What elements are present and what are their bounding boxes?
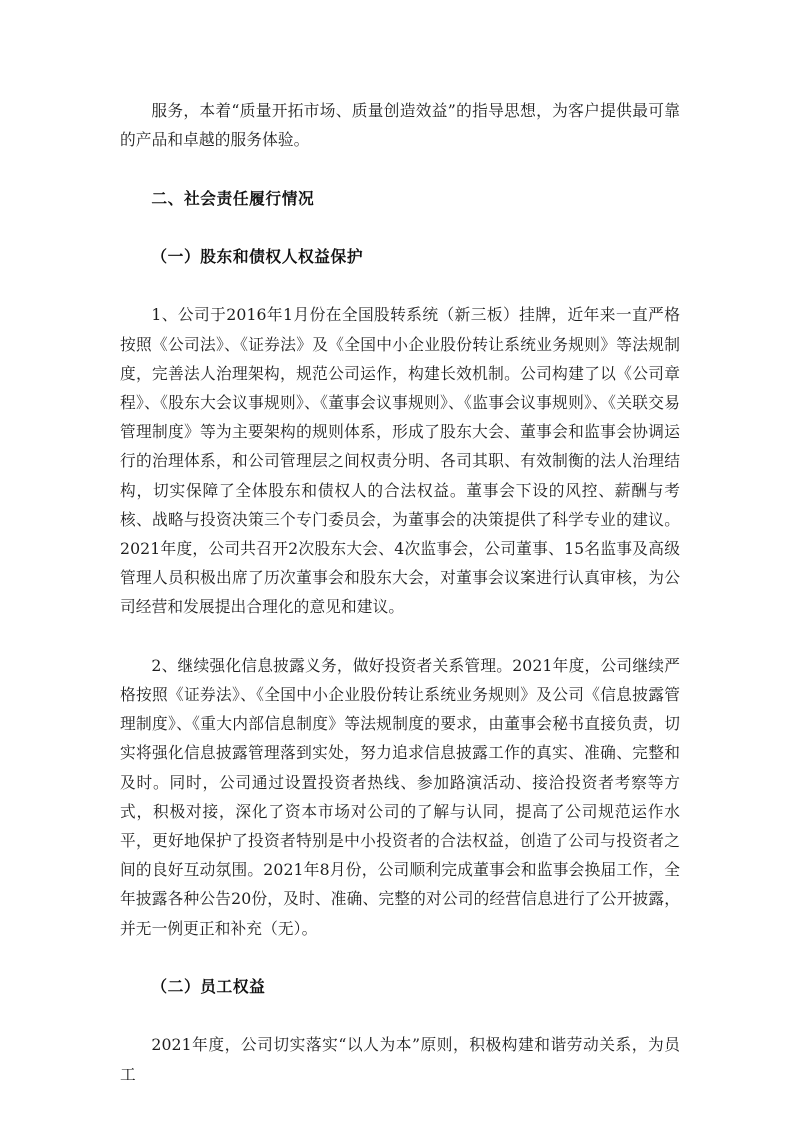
- paragraph-item-three: 2021年度，公司切实落实“以人为本”原则，积极构建和谐劳动关系，为员工: [120, 1035, 680, 1084]
- paragraph-item-two: 2、继续强化信息披露义务，做好投资者关系管理。2021年度，公司继续严格按照《证券法》、《全国中小企业股份转让系统业务规则》及公司《信息披露管理制度》、《重大内部信息制度》等法规制度的要求，由董事会秘书直接负责，切实将强化信息披露管理落到实处，努力追求信息披露工作的真实、准确、完整和及时。同时，公司通过设置投资者热线、参加路演活动、接洽投资者考察等方式，积极对接，深化了资本市场对公司的了解与认同，提高了公司规范运作水平，更好地保护了投资者特别是中小投资者的合法权益，创造了公司与投资者之间的良好互动氛围。2021年8月份，公司顺利完成董事会和监事会换届工作，全年披露各种公告20份，及时、准确、完整的对公司的经营信息进行了公开披露，并无一例更正和补充（无）。: [120, 655, 680, 938]
- section-heading-two: 二、社会责任履行情况: [151, 188, 315, 208]
- spacer: [120, 271, 680, 300]
- spacer: [120, 622, 680, 651]
- spacer: [120, 943, 680, 972]
- spacer: [120, 154, 680, 183]
- document-text-column: [120, 96, 680, 1089]
- continued-paragraph: 服务，本着“质量开拓市场、质量创造效益”的指导思想，为客户提供最可靠的产品和卓越的服务体验。: [120, 101, 680, 150]
- spacer: [120, 213, 680, 242]
- spacer: [120, 1001, 680, 1030]
- subsection-heading-two: （二）员工权益: [151, 977, 266, 997]
- paragraph-item-one: 1、公司于2016年1月份在全国股转系统（新三板）挂牌，近年来一直严格按照《公司法》、《证券法》及《全国中小企业股份转让系统业务规则》等法规制度，完善法人治理架构，规范公司运作，构建长效机制。公司构建了以《公司章程》、《股东大会议事规则》、《董事会议事规则》、《监事会议事规则》、《关联交易管理制度》等为主要架构的规则体系，形成了股东大会、董事会和监事会协调运行的治理体系，和公司管理层之间权责分明、各司其职、有效制衡的法人治理结构，切实保障了全体股东和债权人的合法权益。董事会下设的风控、薪酬与考核、战略与投资决策三个专门委员会，为董事会的决策提供了科学专业的建议。2021年度，公司共召开2次股东大会、4次监事会，公司董事、15名监事及高级管理人员积极出席了历次董事会和股东大会，对董事会议案进行认真审核，为公司经营和发展提出合理化的意见和建议。: [120, 305, 680, 617]
- subsection-heading-one: （一）股东和债权人权益保护: [151, 246, 364, 266]
